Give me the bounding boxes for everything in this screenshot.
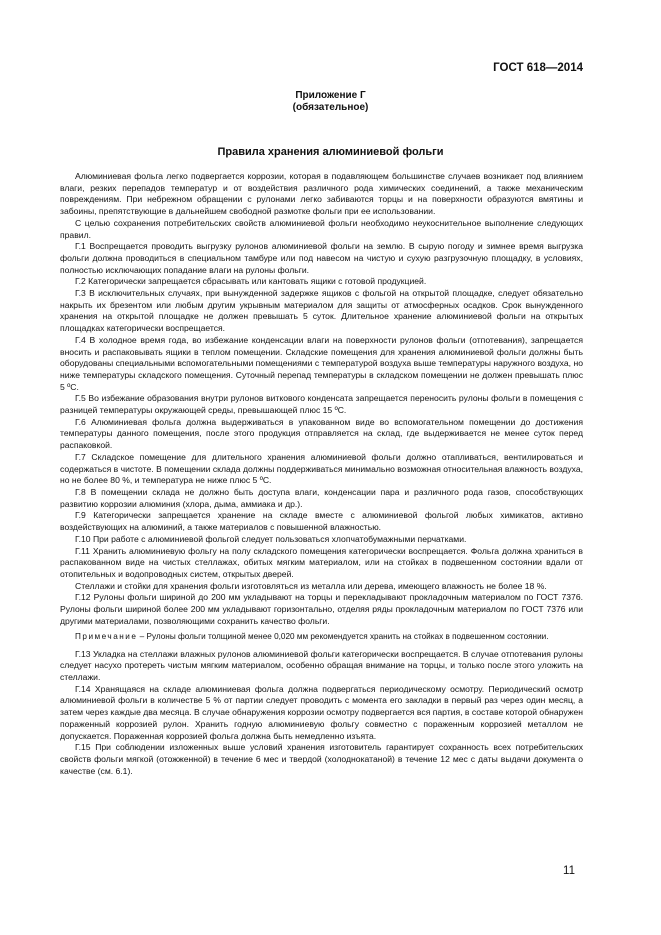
- note: [60, 631, 583, 642]
- appendix-heading: [0, 90, 661, 114]
- page-number: 11: [563, 865, 575, 877]
- paragraph: Г.9 Категорически запрещается хранение на складе вместе с алюминиевой фольгой любых химикатов, активно воздействующих на алюминий, а также материалов с повышенной влажностью.: [60, 510, 583, 533]
- paragraph: Г.2 Категорически запрещается сбрасывать или кантовать ящики с готовой продукцией.: [75, 276, 427, 287]
- paragraph: Г.15 При соблюдении изложенных выше условий хранения изготовитель гарантирует сохранность всех потребительских свойств фольги мягкой (отожженной) в течение 6 мес и твердой (холоднокатаной) в течение 12 мес с даты выдачи документа о качестве (см. 6.1).: [60, 742, 583, 776]
- paragraph: Г.1 Воспрещается проводить выгрузку рулонов алюминиевой фольги на землю. В сырую погоду и зимнее время выгрузка фольги должна проводиться в специальном тамбуре или под навесом на чистую и сухую разгрузочную площадку, в условиях, полностью исключающих попадание влаги на рулоны фольги.: [60, 241, 583, 275]
- paragraph: Г.8 В помещении склада не должно быть доступа влаги, конденсации пара и различного рода газов, способствующих развитию коррозии алюминия (хлора, дыма, аммиака и др.).: [60, 486, 583, 509]
- paragraph: Г.13 Укладка на стеллажи влажных рулонов алюминиевой фольги категорически воспрещается. В случае отпотевания рулоны следует насухо протереть чистым мягким материалом, особенно обращая внимание на торцы, и только после этого уложить на стеллажи.: [60, 648, 583, 683]
- appendix-label: Приложение Г: [295, 90, 366, 101]
- paragraph: С целью сохранения потребительских свойств алюминиевой фольги необходимо неукоснительное выполнение следующих правил.: [60, 217, 583, 240]
- paragraph: Г.5 Во избежание образования внутри рулонов виткового конденсата запрещается переносить рулоны фольги в помещения с разницей температуры окружающей среды, превышающей плюс 15 ºС.: [60, 393, 583, 416]
- paragraph: Г.12 Рулоны фольги шириной до 200 мм укладывают на торцы и перекладывают прокладочным материалом по ГОСТ 7376. Рулоны фольги шириной более 200 мм укладывают горизонтально, отделяя ряды прокладочным материалом по ГОСТ 7376 или другими материалами, позволяющими сохранить качество фольги.: [60, 592, 583, 626]
- paragraph: Стеллажи и стойки для хранения фольги изготовляться из металла или дерева, имеющего влажность не более 18 %.: [75, 580, 547, 591]
- section-title: Правила хранения алюминиевой фольги: [217, 146, 444, 158]
- paragraph: Г.3 В исключительных случаях, при вынужденной задержке ящиков с фольгой на открытой площадке, следует обязательно накрыть их брезентом или любым другим укрывным материалом для защиты от атмосферных осадков. Срок вынужденного хранения на открытой площадке не должен превышать 5 суток. Длительное хранение алюминиевой фольги на открытых площадках категорически воспрещается.: [60, 288, 583, 334]
- paragraph: Алюминиевая фольга легко подвергается коррозии, которая в подавляющем большинстве случаев возникает под влиянием влаги, резких перепадов температур и от воздействия различного рода химических соединений, а также механическим повреждениям. При небрежном обращении с рулонами легко забиваются торцы и на поверхности образуются вмятины и забоины, препятствующие в дальнейшем свободной размотке фольги при ее использовании.: [60, 171, 583, 217]
- document-body: [60, 171, 583, 777]
- paragraph: Г.7 Складское помещение для длительного хранения алюминиевой фольги должно отапливаться, вентилироваться и содержаться в чистоте. В помещении склада должны поддерживаться минимально возможная относительная влажность воздуха, но не более 80 %, и температура не ниже плюс 5 ºС.: [60, 451, 583, 486]
- paragraph: Г.4 В холодное время года, во избежание конденсации влаги на поверхности рулонов фольги (отпотевания), запрещается вносить и распаковывать ящики в теплом помещении. Складские помещения для хранения алюминиевой фольги должны быть оборудованы специальными вспомогательными помещениями с температурой воздуха выше температуры наружного воздуха, но ниже температуры складского помещения. Суточный перепад температуры в складском помещении не должен превышать плюс 5 ºС.: [60, 334, 583, 392]
- standard-number: ГОСТ 618—2014: [493, 62, 583, 74]
- appendix-status: (обязательное): [292, 102, 369, 113]
- note-text: – Рулоны фольги толщиной менее 0,020 мм рекомендуется хранить на стойках в подвешенном состоянии.: [137, 632, 549, 642]
- paragraph: Г.10 При работе с алюминиевой фольгой следует пользоваться хлопчатобумажными перчатками.: [75, 533, 467, 544]
- note-label: Примечание: [75, 632, 138, 642]
- paragraph: Г.6 Алюминиевая фольга должна выдерживаться в упакованном виде во вспомогательном помещении до достижения температуры данного помещения, после этого продукция отправляется на склад, где выдерживается не менее суток перед распаковкой.: [60, 416, 583, 451]
- paragraph: Г.14 Хранящаяся на складе алюминиевая фольга должна подвергаться периодическому осмотру. Периодический осмотр алюминиевой фольги в количестве 5 % от партии следует проводить с момента его закладки в первый раз через один месяц, а затем через каждые два месяца. В случае обнаружения коррозии осмотру подвергается вся партия, в составе которой обнаружен пораженный коррозией рулон. Хранить годную алюминиевую фольгу совместно с пораженным коррозией металлом не допускается. Пораженная коррозией фольга должна быть немедленно изъята.: [60, 683, 584, 741]
- paragraph: Г.11 Хранить алюминиевую фольгу на полу складского помещения категорически воспрещается. Фольга должна храниться в распакованном виде на чистых стеллажах, обитых мягким материалом, или на стойках в подвешенном состоянии вдали от отопительных и водопроводных систем, открытых дверей.: [60, 545, 583, 579]
